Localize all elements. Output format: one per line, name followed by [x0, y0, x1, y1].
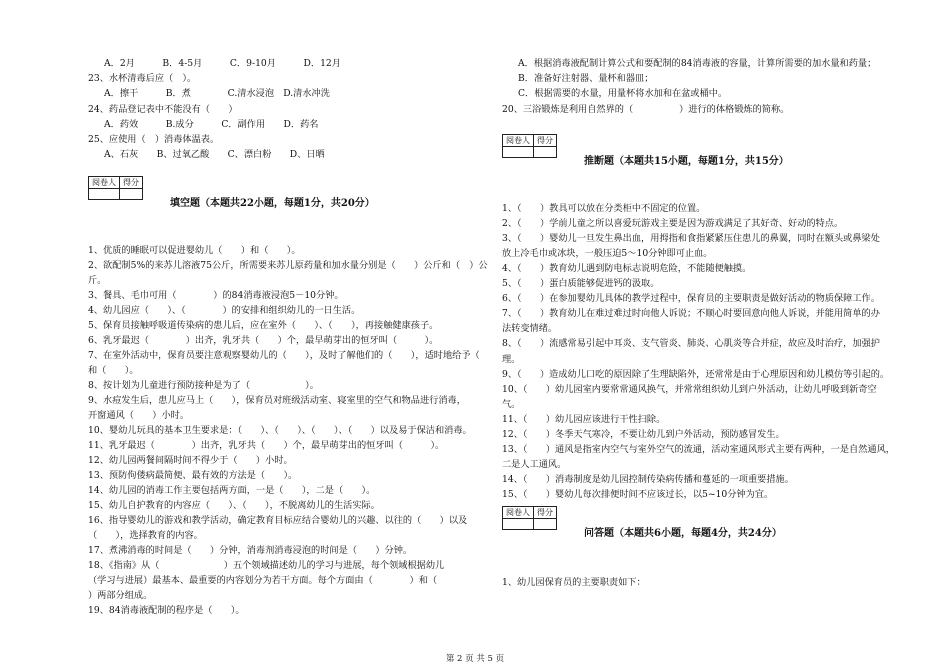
question-line: A、石灰 B、过氧乙酸 C、漂白粉 D、日晒 [104, 149, 325, 161]
reviewer-label: 阅卷人 [503, 135, 534, 147]
question-line: 二是人工通风。 [502, 458, 567, 470]
question-line: 3、（ ）婴幼儿一旦发生鼻出血，用拇指和食指紧紧压住患儿的鼻翼，同时在额头或鼻梁处 [502, 233, 880, 245]
score-cell [120, 189, 143, 200]
question-line: （学习与进展）最基本、最重要的内容划分为若干方面。每个方面由（ ）和（ [88, 575, 438, 586]
question-line: 8、（ ）流感常易引起中耳炎、支气管炎、肺炎、心肌炎等合并症，故应及时治疗，加强护 [502, 338, 880, 350]
question-line: 7、在室外活动中，保育员要注意观察婴幼儿的（ ），及时了解他们的（ ），适时地给予（ [88, 350, 480, 361]
question-line: 开窗通风（ ）小时。 [88, 410, 190, 421]
score-cell [534, 147, 557, 158]
question-line: 20、三浴锻炼是利用自然界的（ ）进行的体格锻炼的简称。 [502, 103, 790, 115]
reviewer-label: 阅卷人 [89, 177, 120, 189]
reviewer-cell [89, 189, 120, 200]
question-line: 和（ ）。 [88, 365, 139, 376]
fill-section-title: 填空题（本题共22小题，每题1分，共20分） [170, 198, 375, 209]
question-line: 12、（ ）冬季天气寒冷，不要让幼儿到户外活动，预防感冒发生。 [502, 428, 785, 440]
score-cell [534, 519, 557, 530]
question-line: 13、预防佝偻病最简便、最有效的方法是（ ）。 [88, 470, 298, 481]
page-footer: 第 2 页 共 5 页 [445, 654, 505, 664]
question-line: 17、煮沸消毒的时间是（ ）分钟，消毒剂消毒浸泡的时间是（ ）分钟。 [88, 545, 413, 556]
question-line: 1、幼儿园保育员的主要职责如下： [502, 577, 646, 588]
reviewer-cell [503, 147, 534, 158]
question-line: 1、（ ）教具可以放在分类柜中不固定的位置。 [502, 203, 706, 214]
question-line: 14、幼儿园的消毒工作主要包括两方面，一是（ ），二是（ ）。 [88, 485, 376, 496]
score-box-qa [502, 506, 557, 530]
question-line: 放上冷毛巾或冰块，一般压迫5～10分钟即可止血。 [502, 248, 713, 260]
question-line: 理。 [502, 353, 521, 365]
question-line: 7、（ ）教育幼儿在难过难过时向他人诉说；不顺心时要回意向他人诉说，并能用简单的办 [502, 308, 880, 320]
score-label: 得分 [534, 135, 557, 147]
question-line: 1、优质的睡眠可以促进婴幼儿（ ）和（ ）。 [88, 245, 301, 256]
question-line: 4、（ ）教育幼儿遇到防电标志说明危险，不能随便触摸。 [502, 263, 752, 275]
question-line: 18、《指南》从（ ）五个领域描述幼儿的学习与进展，每个领域根据幼儿 [88, 560, 445, 571]
question-line: 5、（ ）蛋白质能够促进钙的汲取。 [502, 278, 660, 290]
question-line: A．根据消毒液配制计算公式和要配制的84消毒液的容量，计算所需要的加水量和药量； [518, 58, 877, 69]
question-line: 6、（ ）在参加婴幼儿具体的教学过程中，保育员的主要职责是做好活动的物质保障工作。 [502, 293, 880, 305]
question-line: 15、（ ）婴幼儿每次排便时间不应该过长，以5~10分钟为宜。 [502, 488, 774, 500]
question-line: C．根据需要的水量，用量杯将水加和在盆或桶中。 [518, 88, 728, 100]
qa-section-title: 问答题（本题共6小题，每题4分，共24分） [584, 528, 782, 539]
question-line: 8、按计划为儿童进行预防接种是为了（ ）。 [88, 380, 319, 391]
question-line: 2、欲配制5%的来苏儿溶液75公斤，所需要来苏儿原药量和加水量分别是（ ）公斤和（ ）公 [88, 260, 488, 271]
question-line: A．2月 B．4-5月 C．9-10月 D．12月 [104, 58, 341, 69]
question-line: 10、婴幼儿玩具的基本卫生要求是：（ ）、（ ）、（ ）、（ ）以及易于保洁和消毒。 [88, 425, 472, 436]
score-box-judge [502, 134, 557, 158]
reviewer-label: 阅卷人 [503, 507, 534, 519]
question-line: 23、水杯清毒后应（ ）。 [88, 73, 197, 85]
question-line: ）两部分组成。 [88, 590, 153, 601]
question-line: 11、乳牙最迟（ ）出齐，乳牙共（ ）个，最早萌芽出的恒牙叫（ ）。 [88, 440, 445, 451]
question-line: 14、（ ）消毒制度是幼儿园控制传染病传播和蔓延的一项重要措施。 [502, 473, 794, 485]
question-line: 法转变情绪。 [502, 323, 558, 335]
question-line: 9、（ ）造成幼儿口吃的原因除了生理缺陷外，还常常是由于心理原因和幼儿模仿等引起的。 [502, 368, 890, 380]
question-line: 16、指导婴幼儿的游戏和教学活动，确定教育目标应结合婴幼儿的兴趣、以往的（ ）以及 [88, 515, 468, 526]
question-line: 9、水痘发生后，患儿应马上（ ），保育员对班级活动室、寝室里的空气和物品进行消毒， [88, 395, 466, 406]
score-box-fill [88, 176, 143, 200]
reviewer-cell [503, 519, 534, 530]
question-line: A．擦干 B．煮 C.清水浸泡 D.清水冲洗 [104, 88, 330, 100]
question-line: 13、（ ）通风是指室内空气与室外空气的流通，活动室通风形式主要有两种，一是自然通风， [502, 443, 895, 455]
question-line: 6、乳牙最迟（ ）出齐，乳牙共（ ）个，最早萌芽出的恒牙叫（ ）。 [88, 335, 439, 346]
judge-section-title: 推断题（本题共15小题，每题1分，共15分） [584, 156, 789, 167]
question-line: 25、应使用（ ）消毒体温表。 [88, 134, 220, 145]
question-line: 24、药品登记表中不能没有（ ） [88, 103, 238, 115]
question-line: 10、（ ）幼儿园室内要常常通风换气，并常常组织幼儿到户外活动，让幼儿呼吸到新奇空 [502, 383, 877, 395]
question-line: 5、保育员接触呼吸道传染病的患儿后，应在室外（ ）、（ ），再接触健康孩子。 [88, 320, 439, 331]
question-line: 19、84消毒液配制的程序是（ ）。 [88, 605, 245, 616]
score-label: 得分 [534, 507, 557, 519]
question-line: 气。 [502, 398, 521, 410]
question-line: （ ），选择教育的内容。 [88, 530, 203, 541]
question-line: 斤。 [88, 275, 107, 286]
question-line: B．准备好注射器、量杯和器皿； [518, 73, 654, 85]
question-line: 4、幼儿园应（ ）、（ ）的安排和组织幼儿的一日生活。 [88, 305, 361, 316]
question-line: 12、幼儿园两餐间隔时间不得少于（ ）小时。 [88, 455, 293, 466]
question-line: 11、（ ）幼儿园应该进行干性扫除。 [502, 413, 666, 425]
question-line: A．药效 B.成分 C．副作用 D．药名 [104, 118, 319, 130]
score-label: 得分 [120, 177, 143, 189]
question-line: 15、幼儿自护教育的内容应（ ）、（ ），不脱离幼儿的生活实际。 [88, 500, 380, 511]
question-line: 3、餐具、毛巾可用（ ）的84消毒液浸泡5－10分钟。 [88, 290, 344, 301]
question-line: 2、（ ）学前儿童之所以喜爱玩游戏主要是因为游戏满足了其好奇、好动的特点。 [502, 218, 844, 230]
